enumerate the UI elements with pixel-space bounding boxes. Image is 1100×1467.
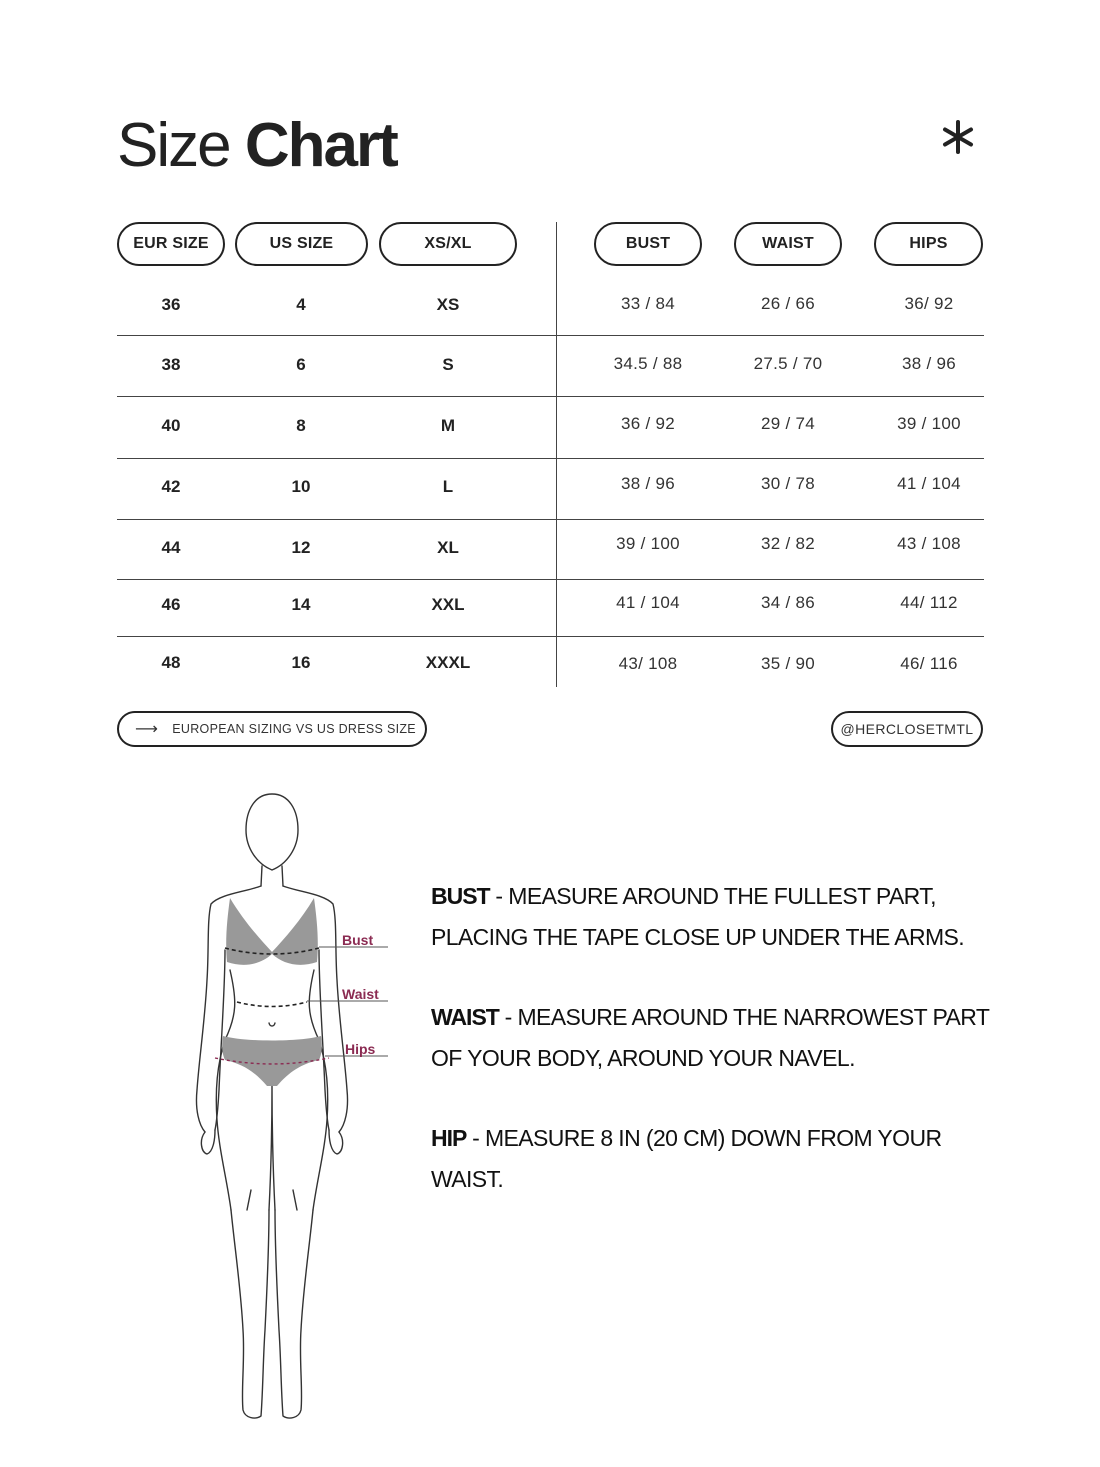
figure-legs (231, 1210, 269, 1418)
figure-label-waist: Waist (342, 986, 379, 1002)
body-measurement-figure (185, 790, 410, 1425)
row-divider (117, 636, 984, 637)
row-divider (117, 519, 984, 520)
cell-waist: 30 / 78 (760, 474, 816, 493)
cell-eur: 38 (161, 355, 181, 374)
table-divider-vertical (556, 222, 557, 687)
sizing-note-pill (117, 711, 427, 747)
header-waist: WAIST (734, 222, 842, 266)
cell-letter: S (442, 355, 454, 374)
header-eur-size: EUR SIZE (117, 222, 225, 266)
cell-hips: 41 / 104 (897, 474, 961, 493)
cell-waist: 26 / 66 (760, 294, 816, 313)
page-title (117, 110, 397, 182)
cell-eur: 42 (161, 477, 181, 496)
instruction-term: BUST (431, 883, 490, 909)
cell-letter: XL (437, 538, 459, 557)
cell-eur: 46 (161, 595, 181, 614)
header-bust: BUST (594, 222, 702, 266)
cell-bust: 33 / 84 (620, 294, 676, 313)
cell-eur: 40 (161, 416, 181, 435)
cell-eur: 44 (161, 538, 181, 557)
cell-waist: 32 / 82 (760, 534, 816, 553)
instruction-term: HIP (431, 1125, 467, 1151)
cell-letter: L (442, 477, 454, 496)
figure-bra (226, 898, 318, 965)
cell-letter: XXXL (425, 653, 471, 672)
title-light: Size (117, 111, 245, 180)
instruction-hip (431, 1118, 991, 1200)
row-divider (117, 335, 984, 336)
cell-waist: 29 / 74 (760, 414, 816, 433)
cell-hips: 38 / 96 (901, 354, 957, 373)
cell-us: 4 (296, 295, 306, 314)
header-hips: HIPS (874, 222, 983, 266)
row-divider (117, 458, 984, 459)
cell-us: 10 (291, 477, 311, 496)
cell-us: 12 (291, 538, 311, 557)
row-divider (117, 396, 984, 397)
instruction-bust (431, 876, 991, 958)
cell-waist: 34 / 86 (760, 593, 816, 612)
arrow-right-icon: ⟶ (135, 721, 159, 738)
instruction-term: WAIST (431, 1004, 499, 1030)
cell-hips: 44/ 112 (900, 593, 958, 612)
cell-bust: 39 / 100 (616, 534, 680, 553)
cell-us: 14 (291, 595, 311, 614)
cell-letter: XXL (431, 595, 465, 614)
header-xs-xl: XS/XL (379, 222, 517, 266)
sizing-note-text: EUROPEAN SIZING VS US DRESS SIZE (172, 722, 416, 736)
asterisk-icon (930, 108, 986, 164)
cell-hips: 36/ 92 (904, 294, 954, 313)
cell-bust: 41 / 104 (616, 593, 680, 612)
cell-us: 6 (296, 355, 306, 374)
cell-waist: 35 / 90 (760, 654, 816, 673)
cell-us: 16 (291, 653, 311, 672)
instruction-waist (431, 997, 991, 1079)
cell-hips: 46/ 116 (900, 654, 958, 673)
cell-bust: 43/ 108 (618, 654, 678, 673)
cell-us: 8 (296, 416, 306, 435)
instruction-text: - MEASURE 8 IN (20 CM) DOWN FROM YOUR WAIST. (431, 1125, 942, 1192)
cell-letter: M (440, 416, 456, 435)
cell-waist: 27.5 / 70 (753, 354, 823, 373)
title-bold: Chart (244, 111, 397, 180)
cell-eur: 48 (161, 653, 181, 672)
cell-bust: 34.5 / 88 (613, 354, 683, 373)
cell-bust: 36 / 92 (620, 414, 676, 433)
header-us-size: US SIZE (235, 222, 368, 266)
social-handle: @HERCLOSETMTL (840, 721, 974, 737)
figure-label-hips: Hips (345, 1041, 376, 1057)
row-divider (117, 579, 984, 580)
instruction-text: - MEASURE AROUND THE NARROWEST PART OF YOUR BODY, AROUND YOUR NAVEL. (431, 1004, 989, 1071)
figure-head (246, 794, 298, 870)
cell-hips: 43 / 108 (897, 534, 961, 553)
figure-label-bust: Bust (342, 932, 374, 948)
cell-eur: 36 (161, 295, 181, 314)
instruction-text: - MEASURE AROUND THE FULLEST PART, PLACING THE TAPE CLOSE UP UNDER THE ARMS. (431, 883, 965, 950)
social-handle-pill (831, 711, 983, 747)
cell-hips: 39 / 100 (897, 414, 961, 433)
cell-letter: XS (436, 295, 460, 314)
cell-bust: 38 / 96 (620, 474, 676, 493)
